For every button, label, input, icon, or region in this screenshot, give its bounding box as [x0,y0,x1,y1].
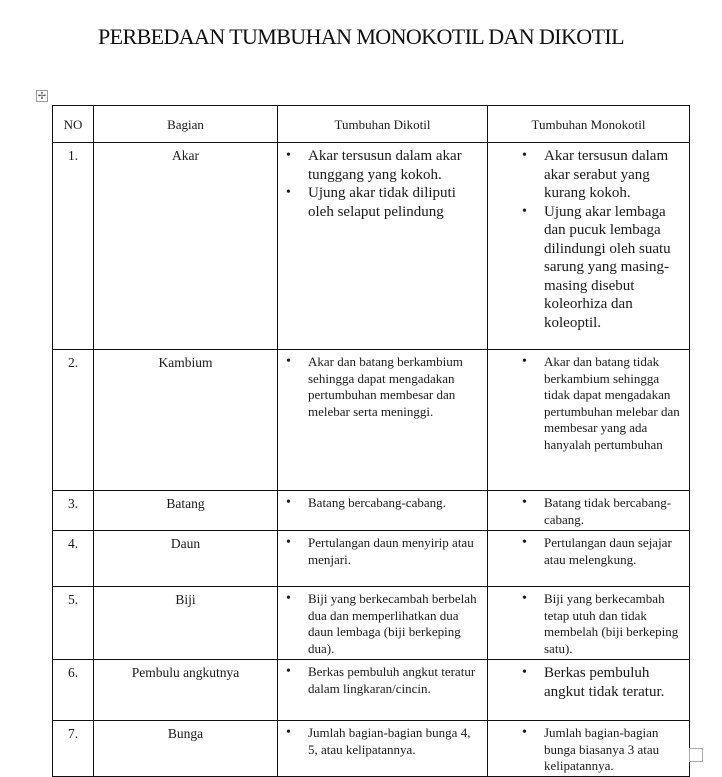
list-item: • Batang bercabang-cabang. [278,495,487,512]
list-item: • Biji yang berkecambah berbelah dua dan memperlihatkan dua daun lembaga (biji berkeping dua). [278,591,487,657]
list-item: • Pertulangan daun sejajar atau melengkung. [488,535,689,568]
row-number: 5. [53,587,94,660]
row-number: 4. [53,531,94,587]
table-header-row [53,106,690,143]
dikotil-cell [278,587,488,660]
row-part: Biji [94,587,278,660]
dikotil-cell [278,721,488,777]
table-row [53,531,690,587]
row-number: 6. [53,660,94,721]
row-part: Bunga [94,721,278,777]
list-item: • Pertulangan daun menyirip atau menjari. [278,535,487,568]
dikotil-cell [278,143,488,350]
table-move-handle-icon[interactable]: ✢ [37,91,47,102]
row-part: Akar [94,143,278,350]
row-number: 7. [53,721,94,777]
list-item: • Akar dan batang berkambium sehingga dapat mengadakan pertumbuhan membesar dan melebar serta meninggi. [278,354,487,420]
list-item: • Jumlah bagian-bagian bunga 4, 5, atau kelipatannya. [278,725,487,758]
monokotil-cell [488,491,690,531]
list-item: • Berkas pembuluh angkut tidak teratur. [488,664,689,701]
list-item: • Akar tersusun dalam akar tunggang yang kokoh. [278,147,487,184]
monokotil-cell [488,660,690,721]
row-part: Daun [94,531,278,587]
header-monokotil: Tumbuhan Monokotil [488,106,690,143]
row-part: Kambium [94,350,278,491]
list-item: • Berkas pembuluh angkut teratur dalam lingkaran/cincin. [278,664,487,697]
header-no: NO [53,106,94,143]
comparison-table [52,105,690,777]
monokotil-cell [488,350,690,491]
row-number: 1. [53,143,94,350]
table-resize-handle[interactable] [689,748,703,762]
dikotil-cell [278,531,488,587]
row-number: 2. [53,350,94,491]
list-item: • Batang tidak bercabang-cabang. [488,495,689,528]
list-item: • Akar dan batang tidak berkambium sehingga tidak dapat mengadakan pertumbuhan melebar dan membesar yang ada hanyalah pertumbuhan [488,354,689,453]
list-item: • Ujung akar tidak diliputi oleh selaput pelindung [278,184,487,221]
dikotil-cell [278,491,488,531]
table-row [53,350,690,491]
monokotil-cell [488,587,690,660]
list-item: • Biji yang berkecambah tetap utuh dan tidak membelah (biji berkeping satu). [488,591,689,657]
table-row [53,491,690,531]
dikotil-cell [278,350,488,491]
row-part: Batang [94,491,278,531]
row-part: Pembulu angkutnya [94,660,278,721]
monokotil-cell [488,531,690,587]
header-bagian: Bagian [94,106,278,143]
table-row [53,143,690,350]
row-number: 3. [53,491,94,531]
list-item: • Ujung akar lembaga dan pucuk lembaga dilindungi oleh suatu sarung yang masing-masing disebut koleorhiza dan koleoptil. [488,203,689,333]
dikotil-cell [278,660,488,721]
table-row [53,587,690,660]
header-dikotil: Tumbuhan Dikotil [278,106,488,143]
document-title: PERBEDAAN TUMBUHAN MONOKOTIL DAN DIKOTIL [98,24,624,49]
table-row [53,660,690,721]
monokotil-cell [488,143,690,350]
monokotil-cell [488,721,690,777]
list-item: • Akar tersusun dalam akar serabut yang kurang kokoh. [488,147,689,203]
list-item: • Jumlah bagian-bagian bunga biasanya 3 atau kelipatannya. [488,725,689,775]
table-row [53,721,690,777]
